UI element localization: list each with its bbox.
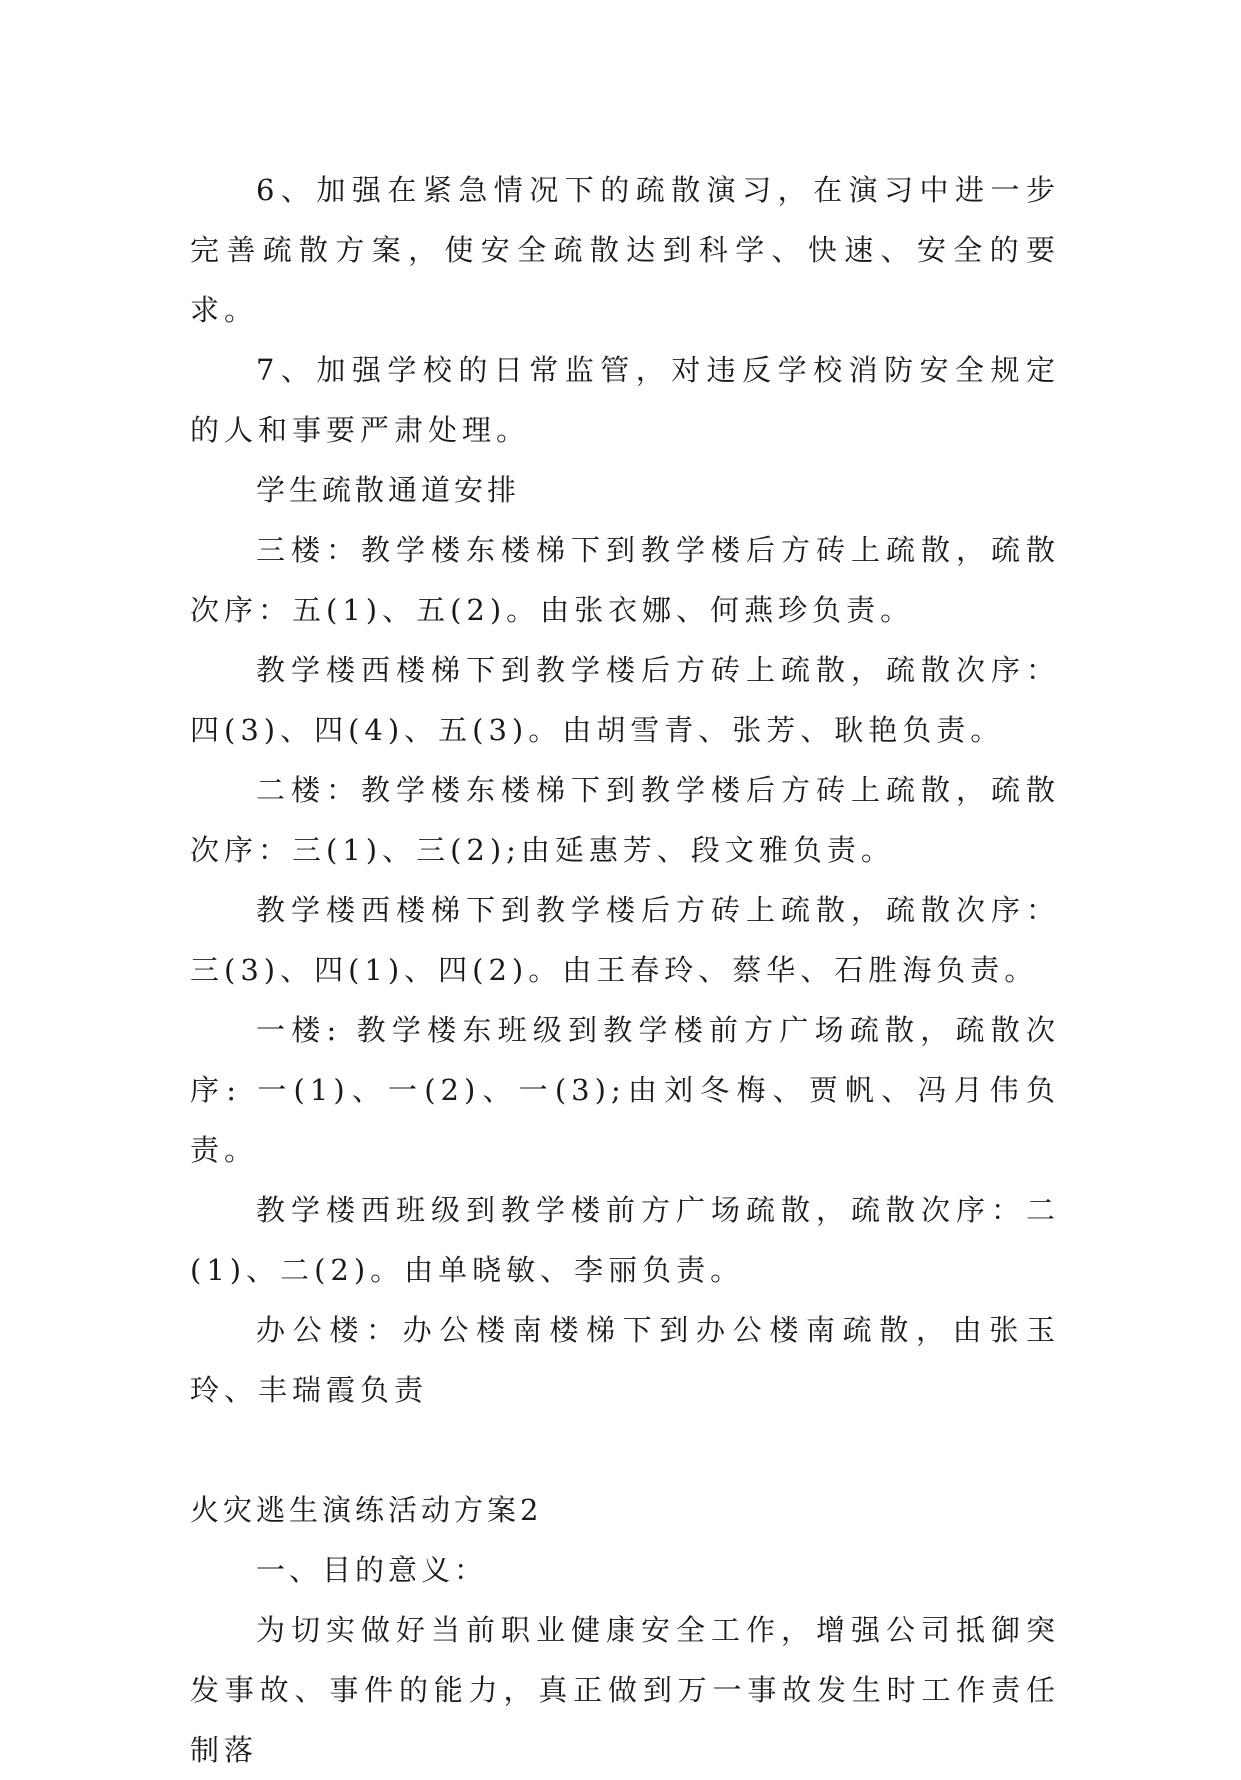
paragraph-item-7: 7、加强学校的日常监管，对违反学校消防安全规定的人和事要严肃处理。 — [190, 353, 1060, 447]
paragraph-purpose-text: 为切实做好当前职业健康安全工作，增强公司抵御突发事故、事件的能力，真正做到万一事故发生时工作责任制落 — [190, 1613, 1060, 1767]
paragraph-second-floor-west: 教学楼西楼梯下到教学楼后方砖上疏散，疏散次序：三(3)、四(1)、四(2)。由王春玲、蔡华、石胜海负责。 — [190, 893, 1060, 987]
section-title-plan-2: 火灾逃生演练活动方案2 — [190, 1493, 543, 1527]
paragraph-third-floor-west: 教学楼西楼梯下到教学楼后方砖上疏散，疏散次序：四(3)、四(4)、五(3)。由胡雪青、张芳、耿艳负责。 — [190, 653, 1060, 747]
subheading-evacuation-routes: 学生疏散通道安排 — [256, 473, 521, 507]
document-body — [190, 160, 1060, 1780]
paragraph-third-floor-east: 三楼：教学楼东楼梯下到教学楼后方砖上疏散，疏散次序：五(1)、五(2)。由张衣娜、何燕珍负责。 — [190, 533, 1060, 627]
paragraph-item-6: 6、加强在紧急情况下的疏散演习，在演习中进一步完善疏散方案，使安全疏散达到科学、快速、安全的要求。 — [190, 173, 1060, 327]
paragraph-first-floor-east: 一楼: 教学楼东班级到教学楼前方广场疏散，疏散次序: 一(1)、一(2)、一(3);由刘冬梅、贾帆、冯月伟负责。 — [190, 1013, 1060, 1167]
paragraph-second-floor-east: 二楼：教学楼东楼梯下到教学楼后方砖上疏散，疏散次序：三(1)、三(2);由延惠芳、段文雅负责。 — [190, 773, 1060, 867]
subheading-purpose: 一、目的意义： — [256, 1553, 488, 1587]
paragraph-office-building: 办公楼：办公楼南楼梯下到办公楼南疏散，由张玉玲、丰瑞霞负责 — [190, 1313, 1060, 1407]
paragraph-first-floor-west: 教学楼西班级到教学楼前方广场疏散，疏散次序：二(1)、二(2)。由单晓敏、李丽负责。 — [190, 1193, 1060, 1287]
